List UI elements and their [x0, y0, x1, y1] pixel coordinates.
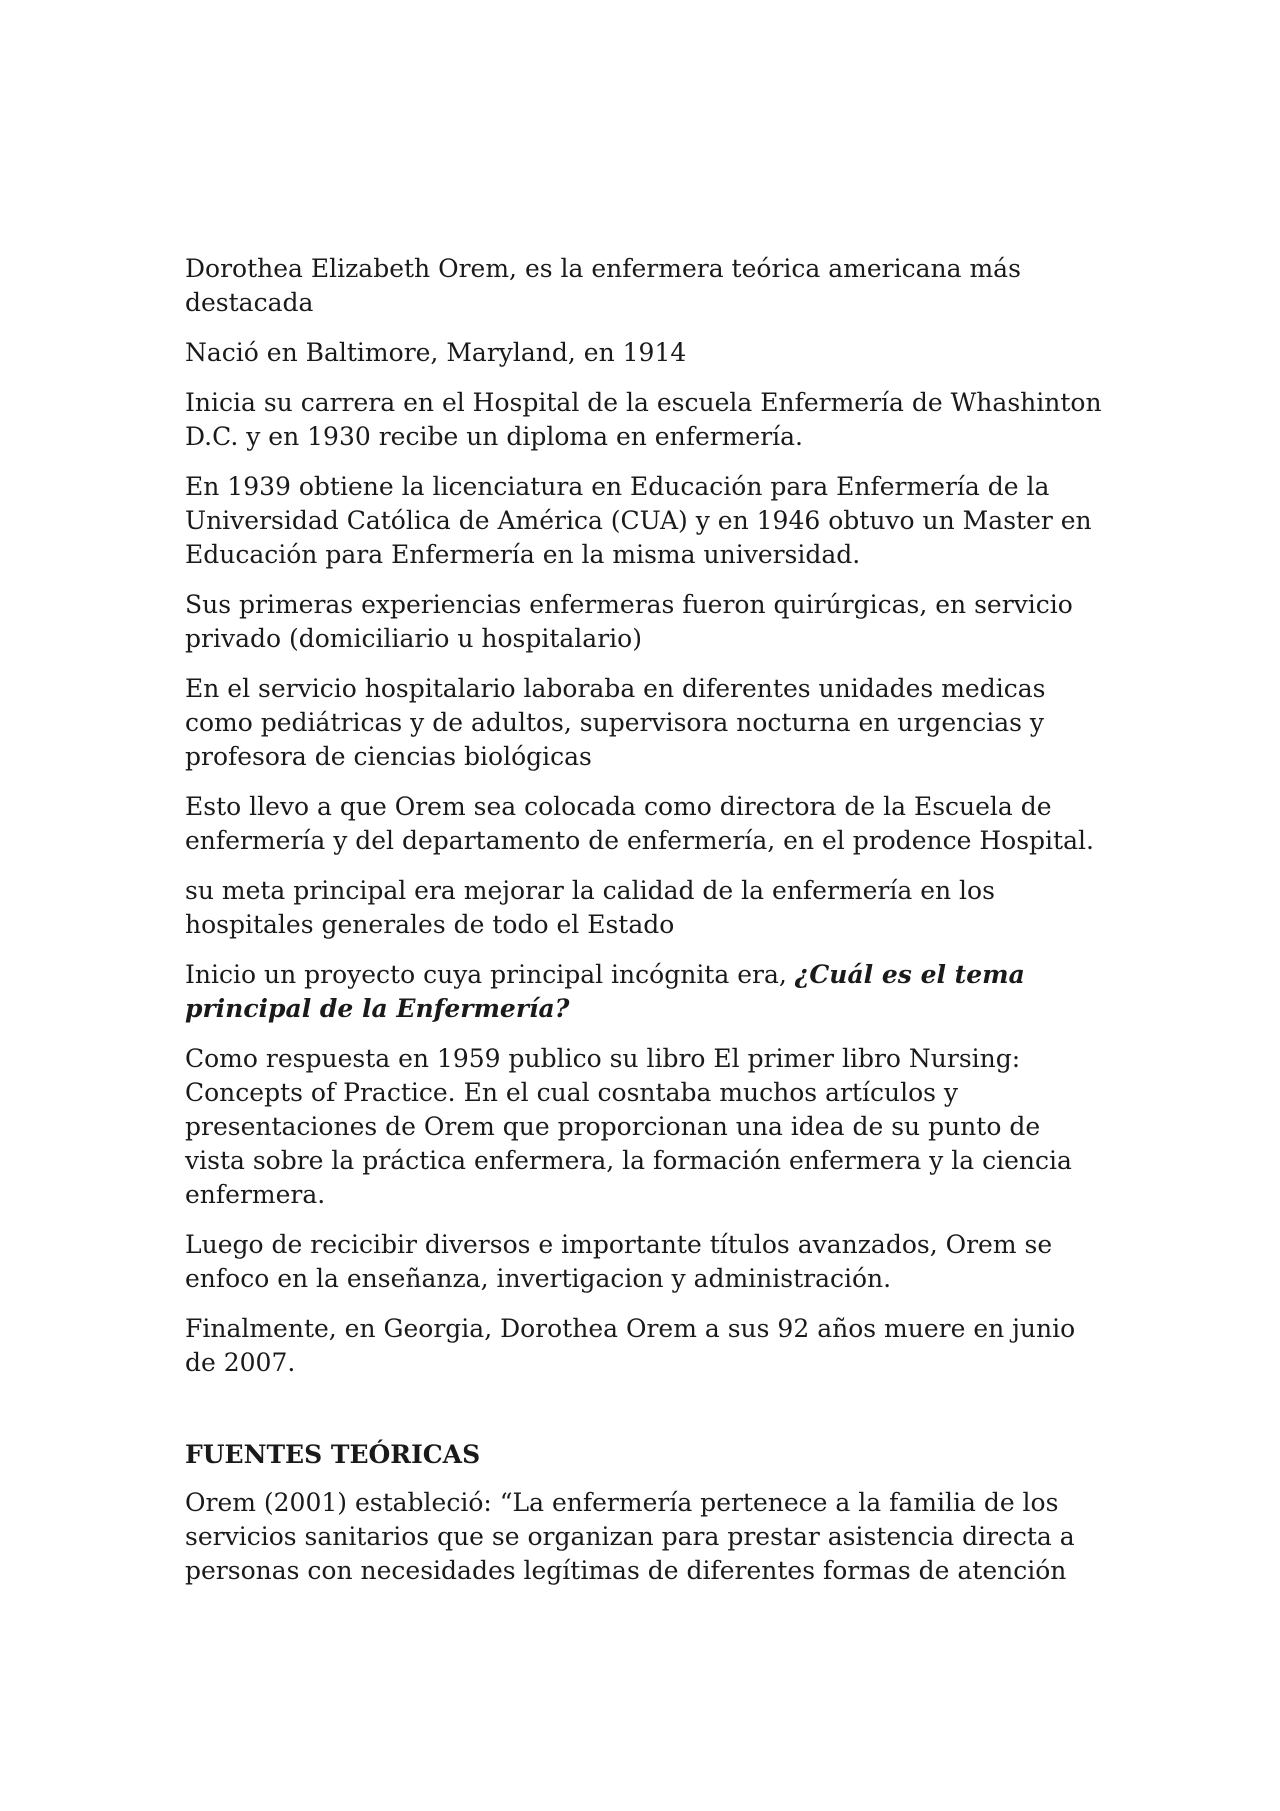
paragraph-birth: Nació en Baltimore, Maryland, en 1914: [185, 338, 687, 367]
question-emphasis: ¿Cuál es el tema principal de la Enfermería?: [185, 960, 1025, 1023]
paragraph-theoretical-sources: Orem (2001) estableció: “La enfermería pertenece a la familia de los servicios sanitarios que se organizan para prestar asistencia directa a personas con necesidades legítimas de diferentes formas de atención: [185, 1488, 1075, 1585]
paragraph-project-question: [185, 958, 1105, 1026]
paragraph-director: Esto llevo a que Orem sea colocada como directora de la Escuela de enfermería y del departamento de enfermería, en el prodence Hospital.: [185, 792, 1094, 855]
paragraph-goal: su meta principal era mejorar la calidad de la enfermería en los hospitales generales de todo el Estado: [185, 876, 995, 939]
paragraph-intro: Dorothea Elizabeth Orem, es la enfermera teórica americana más destacada: [185, 254, 1021, 317]
paragraph-first-experiences: Sus primeras experiencias enfermeras fueron quirúrgicas, en servicio privado (domiciliario u hospitalario): [185, 590, 1073, 653]
paragraph-titles: Luego de recicibir diversos e importante títulos avanzados, Orem se enfoco en la enseñanza, invertigacion y administración.: [185, 1230, 1053, 1293]
section-heading: FUENTES TEÓRICAS: [185, 1440, 481, 1469]
document-body: [185, 252, 1105, 1604]
paragraph-book: Como respuesta en 1959 publico su libro El primer libro Nursing: Concepts of Practice. En el cual cosntaba muchos artículos y presentaciones de Orem que proporcionan una idea de su punto de vista sobre la práctica enfermera, la formación enfermera y la ciencia enfermera.: [185, 1044, 1072, 1209]
question-lead: Inicio un proyecto cuya principal incógnita era,: [185, 960, 795, 989]
paragraph-death: Finalmente, en Georgia, Dorothea Orem a sus 92 años muere en junio de 2007.: [185, 1314, 1076, 1377]
paragraph-career-start: Inicia su carrera en el Hospital de la escuela Enfermería de Whashinton D.C. y en 1930 recibe un diploma en enfermería.: [185, 388, 1102, 451]
paragraph-hospital-service: En el servicio hospitalario laboraba en diferentes unidades medicas como pediátricas y de adultos, supervisora nocturna en urgencias y profesora de ciencias biológicas: [185, 674, 1046, 771]
paragraph-education: En 1939 obtiene la licenciatura en Educación para Enfermería de la Universidad Católica de América (CUA) y en 1946 obtuvo un Master en Educación para Enfermería en la misma universidad.: [185, 472, 1092, 569]
